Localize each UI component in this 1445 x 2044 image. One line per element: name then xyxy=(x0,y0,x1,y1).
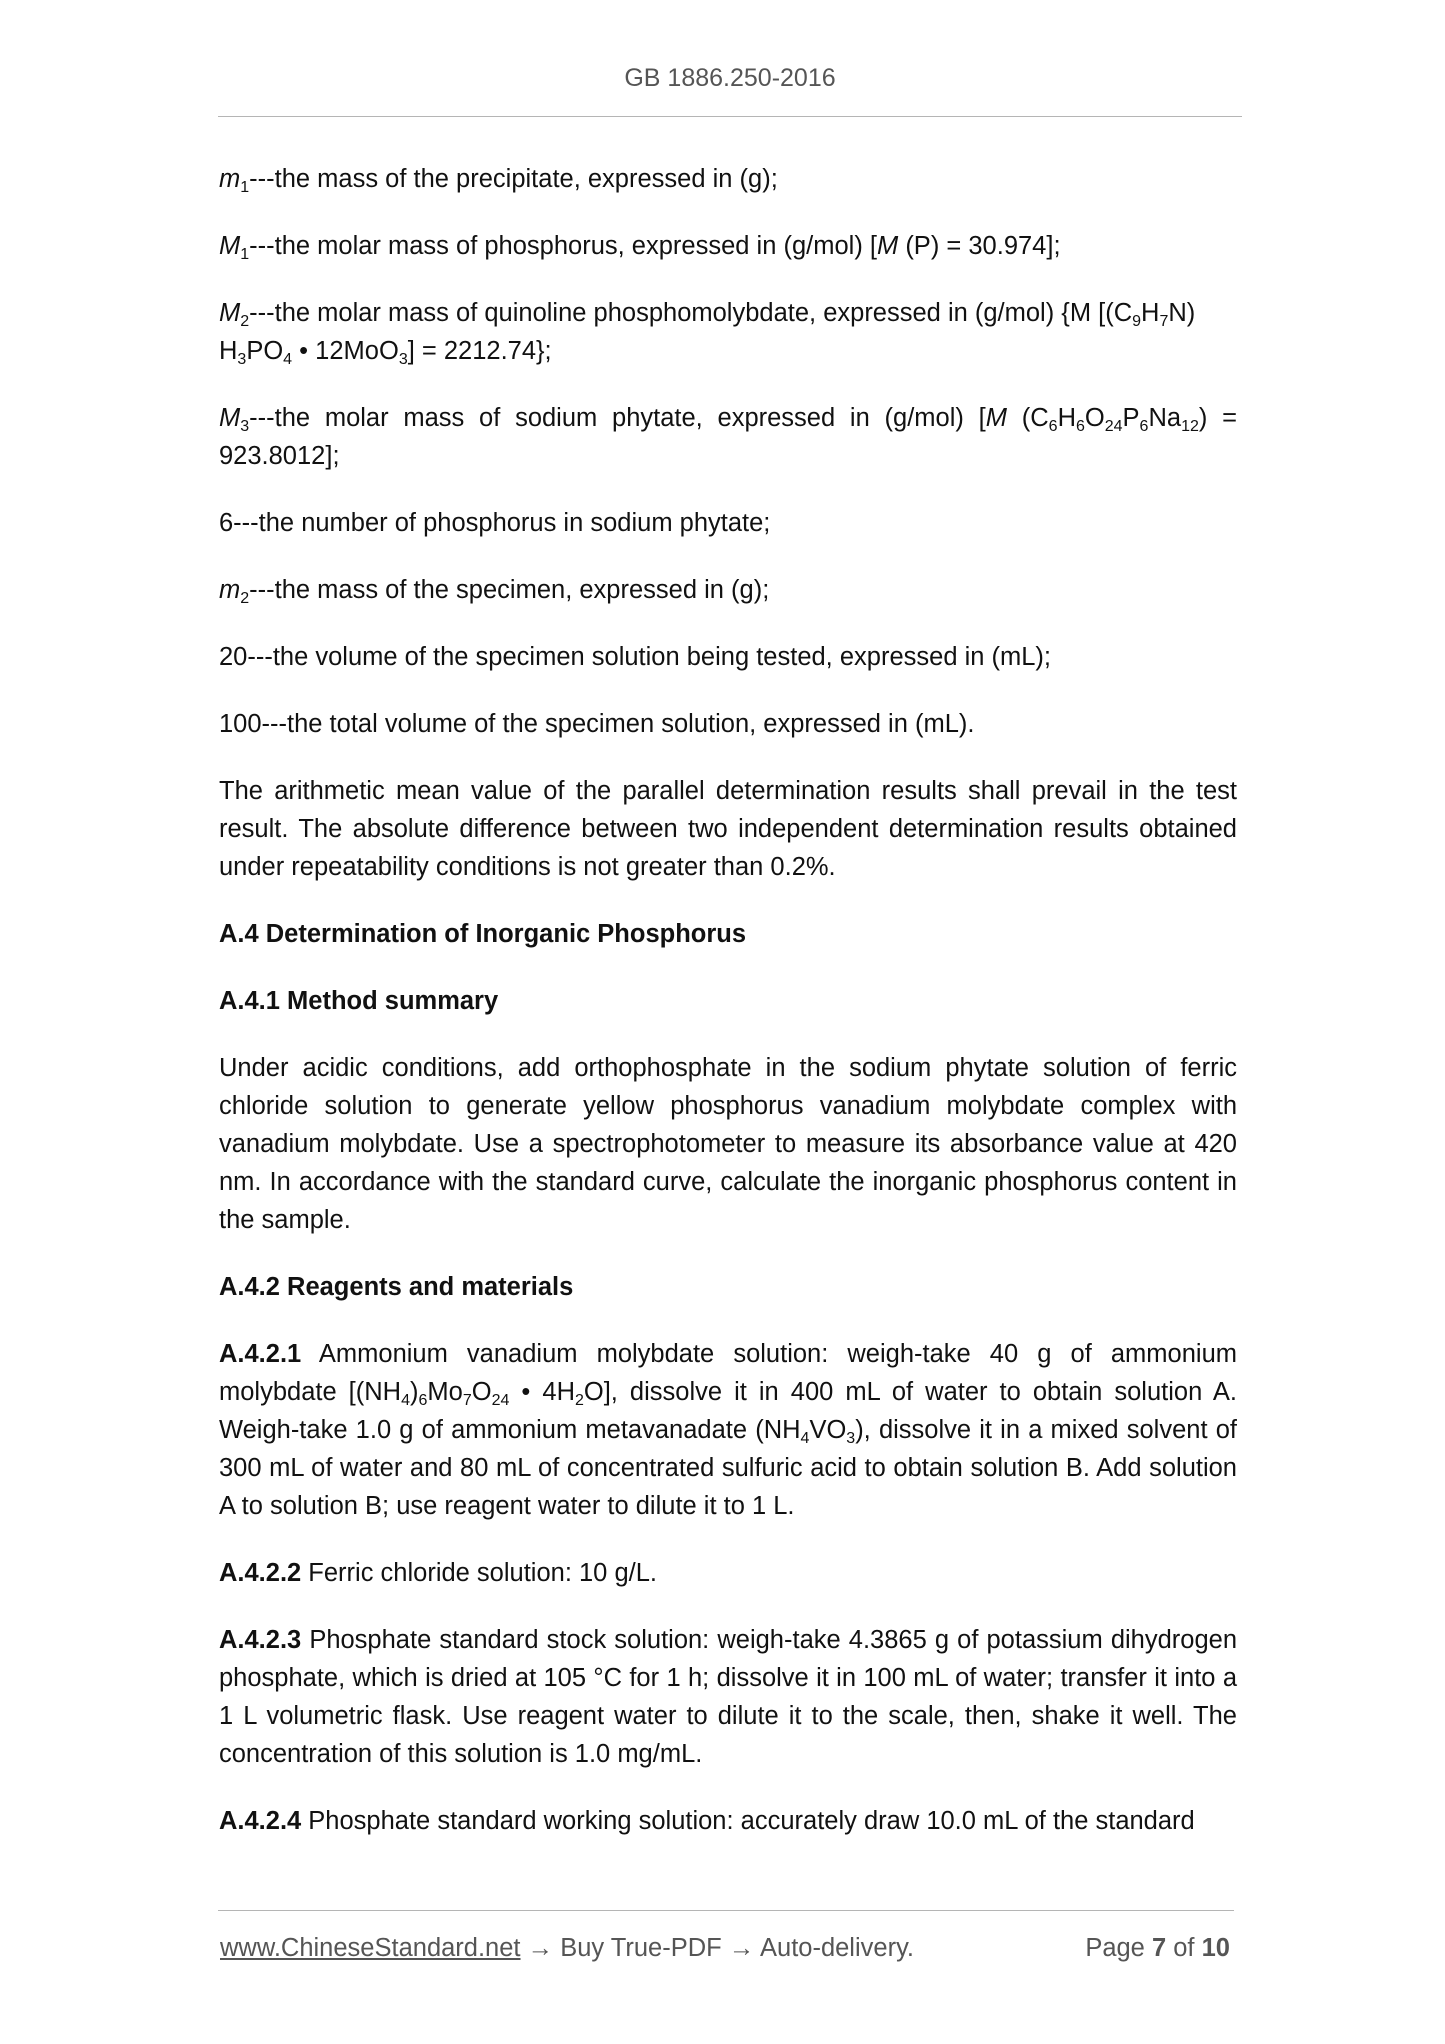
def-M2: $M_2--$-the molar mass of quinoline phosphomolybdate, expressed in (g/mol) {M [$(C_9H_7N)$ $H_3PO_4$ • 12MoO$_3$] = 2212.74}; xyxy=(219,299,1196,368)
def-m1: $m_1--$-the mass of the precipitate, expressed in (g); xyxy=(219,165,778,196)
clause-a422: A.4.2.2 Ferric chloride solution: 10 g/L. xyxy=(219,1559,657,1587)
page-indicator: Page 7 of 10 xyxy=(1085,1934,1230,1962)
page-footer xyxy=(220,1934,1230,1963)
heading-a4: A.4 Determination of Inorganic Phosphorus xyxy=(219,920,747,948)
def-M3: $M_3--$-the molar mass of sodium phytate, expressed in (g/mol) [M $(C_6H_6O_{24}P_6Na_{12}) = 923.8012$]; xyxy=(219,404,1238,470)
current-page: 7 xyxy=(1151,1934,1167,1962)
def-hundred: 100---the total volume of the specimen solution, expressed in (mL). xyxy=(219,710,975,738)
clause-a424: A.4.2.4 Phosphate standard working solution: accurately draw 10.0 mL of the standard xyxy=(219,1807,1195,1835)
heading-a41: A.4.1 Method summary xyxy=(219,987,499,1015)
total-pages: 10 xyxy=(1201,1934,1230,1962)
summary-paragraph: Under acidic conditions, add orthophosphate in the sodium phytate solution of ferric chloride solution to generate yellow phosphorus vanadium molybdate complex with vanadium molybdate. Use a spectrophotometer to measure its absorbance value at 420 nm. In accordance with the standard curve, calculate the inorganic phosphorus content in the sample. xyxy=(219,1054,1237,1234)
def-twenty: 20---the volume of the specimen solution being tested, expressed in (mL); xyxy=(219,643,1052,671)
clause-a423: A.4.2.3 Phosphate standard stock solution: weigh-take 4.3865 g of potassium dihydrogen phosphate, which is dried at 105 °C for 1 h; dissolve it in 100 mL of water; transfer it into a 1 L volumetric flask. Use reagent water to dilute it to the scale, then, shake it well. The concentration of this solution is 1.0 mg/mL. xyxy=(219,1626,1237,1768)
result-paragraph: The arithmetic mean value of the parallel determination results shall prevail in the test result. The absolute difference between two independent determination results obtained under repeatability conditions is not greater than 0.2%. xyxy=(219,777,1237,881)
def-six: 6---the number of phosphorus in sodium phytate; xyxy=(219,509,771,537)
header-divider xyxy=(218,116,1242,117)
clause-a421: A.4.2.1 Ammonium vanadium molybdate solution: weigh-take 40 g of ammonium molybdate [$(NH_4)_6Mo_7O_{24}$ • $4H_2O$], dissolve it in 400 mL of water to obtain solution A. Weigh-take 1.0 g of ammonium metavanadate $(NH_4VO_3)$, dissolve it in a mixed solvent of 300 mL of water and 80 mL of concentrated sulfuric acid to obtain solution B. Add solution A to solution B; use reagent water to dilute it to 1 L. xyxy=(219,1340,1237,1520)
heading-a42: A.4.2 Reagents and materials xyxy=(219,1273,574,1301)
buy-text: Buy True-PDF xyxy=(560,1934,722,1962)
website-link[interactable]: www.ChineseStandard.net xyxy=(220,1934,521,1962)
document-code: GB 1886.250-2016 xyxy=(624,64,836,92)
def-M1: $M_1--$-the molar mass of phosphorus, expressed in (g/mol) [M (P) = 30.974]; xyxy=(219,232,1061,263)
document-body xyxy=(219,160,1237,1869)
page-header xyxy=(218,64,1242,93)
def-m2: $m_2--$-the mass of the specimen, expressed in (g); xyxy=(219,576,770,607)
delivery-text: Auto-delivery. xyxy=(760,1934,915,1962)
footer-divider xyxy=(218,1910,1234,1911)
arrow-right-icon: → xyxy=(721,1934,760,1962)
arrow-right-icon: → xyxy=(520,1934,561,1962)
